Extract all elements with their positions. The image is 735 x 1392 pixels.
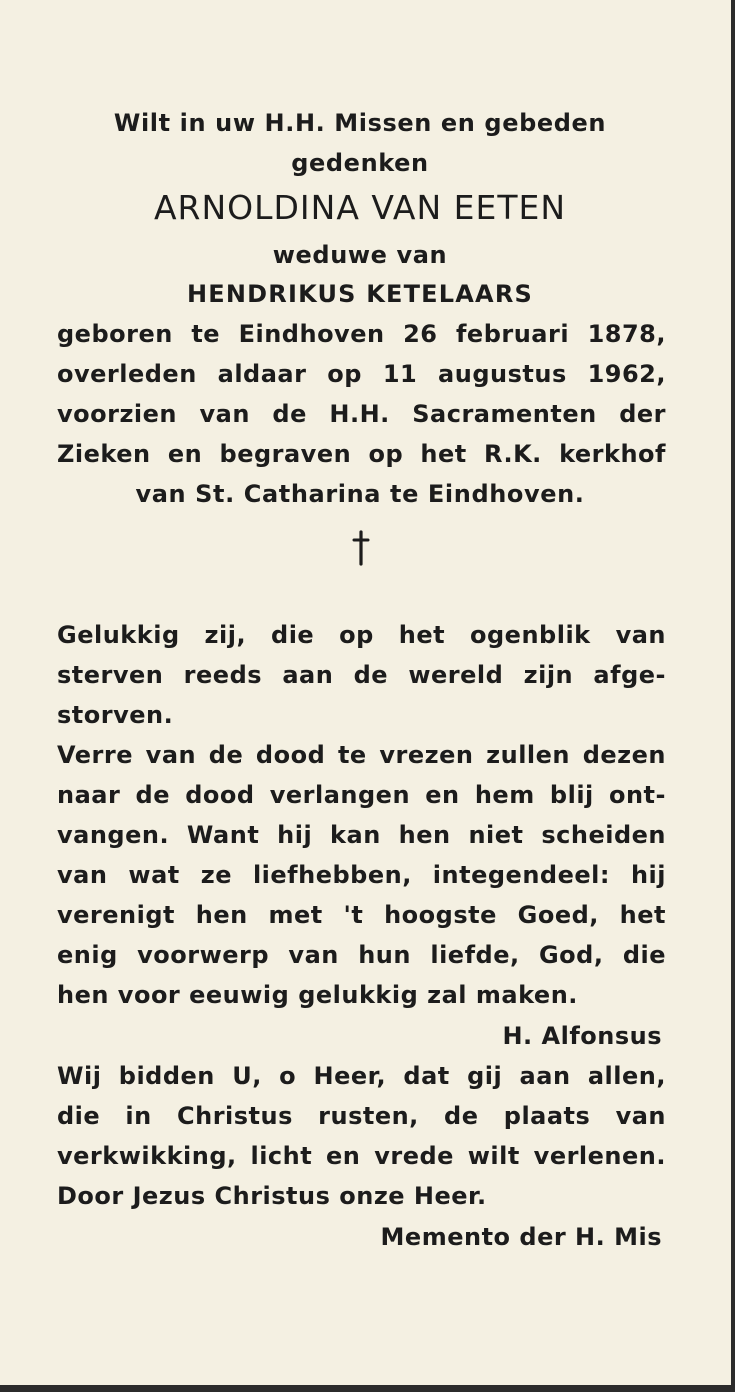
bio-line: voorzien van de H.H. Sacramenten der (57, 400, 666, 428)
quote-line: enig voorwerp van hun liefde, God, die (57, 941, 666, 969)
quote-line: naar de dood verlangen en hem blij ont- (57, 781, 666, 809)
quote-line: verenigt hen met 't hoogste Goed, het (57, 901, 666, 929)
header-line-1: Wilt in uw H.H. Missen en gebeden (113, 109, 607, 137)
quote-line: Verre van de dood te vrezen zullen dezen (57, 741, 666, 769)
quote-line: Gelukkig zij, die op het ogenblik van (57, 621, 666, 649)
bio-line: van St. Catharina te Eindhoven. (135, 480, 585, 508)
quote-line: hen voor eeuwig gelukkig zal maken. (57, 981, 578, 1009)
quote-line: storven. (57, 701, 174, 729)
bio-line: Zieken en begraven op het R.K. kerkhof (57, 440, 666, 468)
quote-line: sterven reeds aan de wereld zijn afge- (57, 661, 666, 689)
bio-line: geboren te Eindhoven 26 februari 1878, (57, 320, 666, 348)
bio-line: overleden aldaar op 11 augustus 1962, (57, 360, 666, 388)
quote-author: H. Alfonsus (502, 1022, 662, 1050)
prayer-source: Memento der H. Mis (380, 1223, 662, 1251)
prayer-line: verkwikking, licht en vrede wilt verlenen. (57, 1142, 666, 1170)
header-line-2: gedenken (291, 149, 429, 177)
relation-text: weduwe van (272, 241, 448, 269)
prayer-line: Wij bidden U, o Heer, dat gij aan allen, (57, 1062, 666, 1090)
prayer-line: die in Christus rusten, de plaats van (57, 1102, 666, 1130)
quote-line: van wat ze liefhebben, integendeel: hij (57, 861, 666, 889)
prayer-line: Door Jezus Christus onze Heer. (57, 1182, 487, 1210)
deceased-name: ARNOLDINA VAN EETEN (153, 188, 567, 227)
cross-icon (351, 530, 371, 566)
quote-line: vangen. Want hij kan hen niet scheiden (57, 821, 666, 849)
spouse-name: HENDRIKUS KETELAARS (187, 280, 533, 308)
